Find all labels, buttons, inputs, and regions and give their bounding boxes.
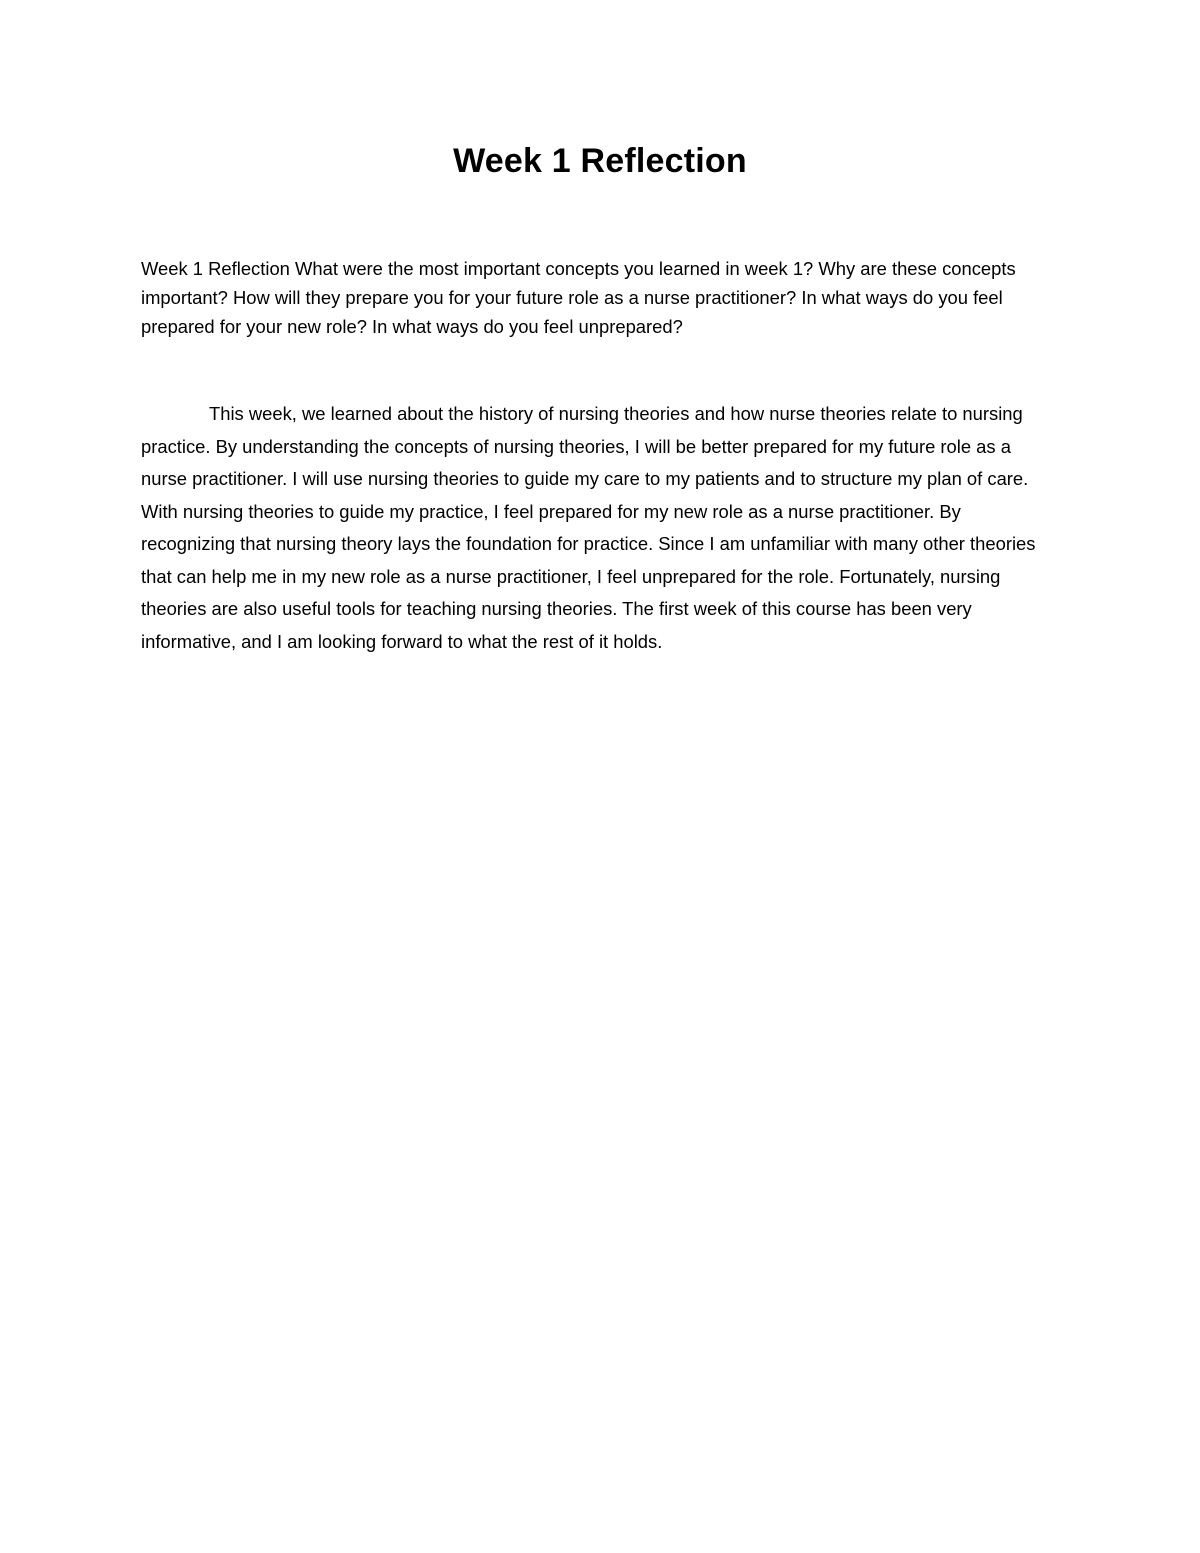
reflection-prompt: Week 1 Reflection What were the most important concepts you learned in week 1? Why are these concepts important? How will they prepare you for your future role as a nurse practitioner? In what ways do you feel prepared for your new role? In what ways do you feel unprepared? [141, 258, 1016, 337]
page-title: Week 1 Reflection [453, 142, 747, 180]
reflection-body: This week, we learned about the history of nursing theories and how nurse theories relate to nursing practice. By understanding the concepts of nursing theories, I will be better prepared for my future role as a nurse practitioner. I will use nursing theories to guide my care to my patients and to structure my plan of care. With nursing theories to guide my practice, I feel prepared for my new role as a nurse practitioner. By recognizing that nursing theory lays the foundation for practice. Since I am unfamiliar with many other theories that can help me in my new role as a nurse practitioner, I feel unprepared for the role. Fortunately, nursing theories are also useful tools for teaching nursing theories. The first week of this course has been very informative, and I am looking forward to what the rest of it holds. [141, 403, 1036, 652]
